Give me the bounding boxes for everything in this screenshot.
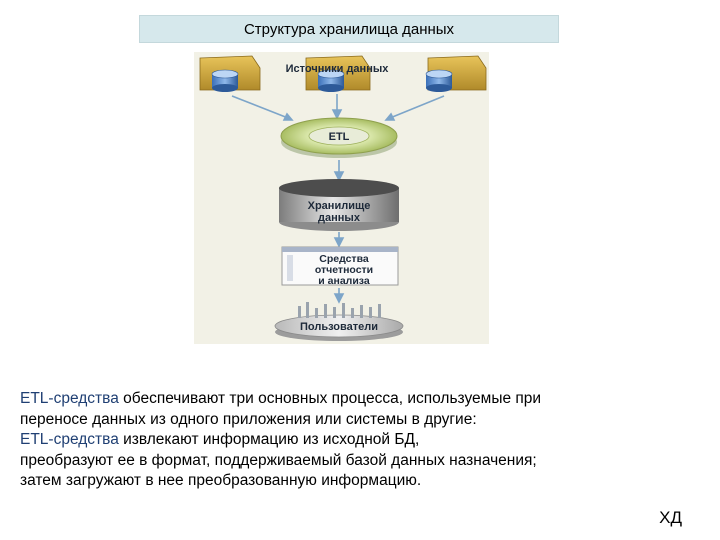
tools-label-line3: и анализа xyxy=(318,275,370,287)
sources-label: Источники данных xyxy=(285,63,389,75)
description-line-1-rest: обеспечивают три основных процесса, используемые при xyxy=(118,390,542,407)
warehouse-structure-diagram xyxy=(194,52,489,344)
corner-label: ХД xyxy=(659,508,682,527)
tools-label-line1: Средства xyxy=(319,253,369,265)
warehouse-label-line2: данных xyxy=(318,212,360,224)
etl-label: ETL xyxy=(328,131,350,143)
description-line-3 xyxy=(20,430,680,451)
etl-description xyxy=(20,389,680,492)
etl-term: ETL-средства xyxy=(20,431,119,448)
warehouse-label-line1: Хранилище xyxy=(307,200,371,212)
users-label: Пользователи xyxy=(299,321,379,333)
tools-label-line2: отчетности xyxy=(314,264,374,276)
slide-title: Структура хранилища данных xyxy=(243,20,455,38)
reporting-tools-window xyxy=(282,247,398,287)
diagram-canvas xyxy=(194,52,489,344)
etl-ring xyxy=(281,118,397,158)
description-line-2: переносе данных из одного приложения или системы в другие: xyxy=(20,410,477,428)
description-line-4: преобразуют ее в формат, поддерживаемый базой данных назначения; xyxy=(20,451,537,469)
etl-term: ETL-средства xyxy=(20,390,119,407)
data-sources-group xyxy=(200,56,486,92)
description-line-1 xyxy=(20,389,680,410)
warehouse-cylinder xyxy=(279,179,399,231)
description-line-3-rest: извлекают информацию из исходной БД, xyxy=(118,431,420,448)
slide-title-box xyxy=(139,15,559,43)
description-line-5: затем загружают в нее преобразованную информацию. xyxy=(20,472,422,489)
